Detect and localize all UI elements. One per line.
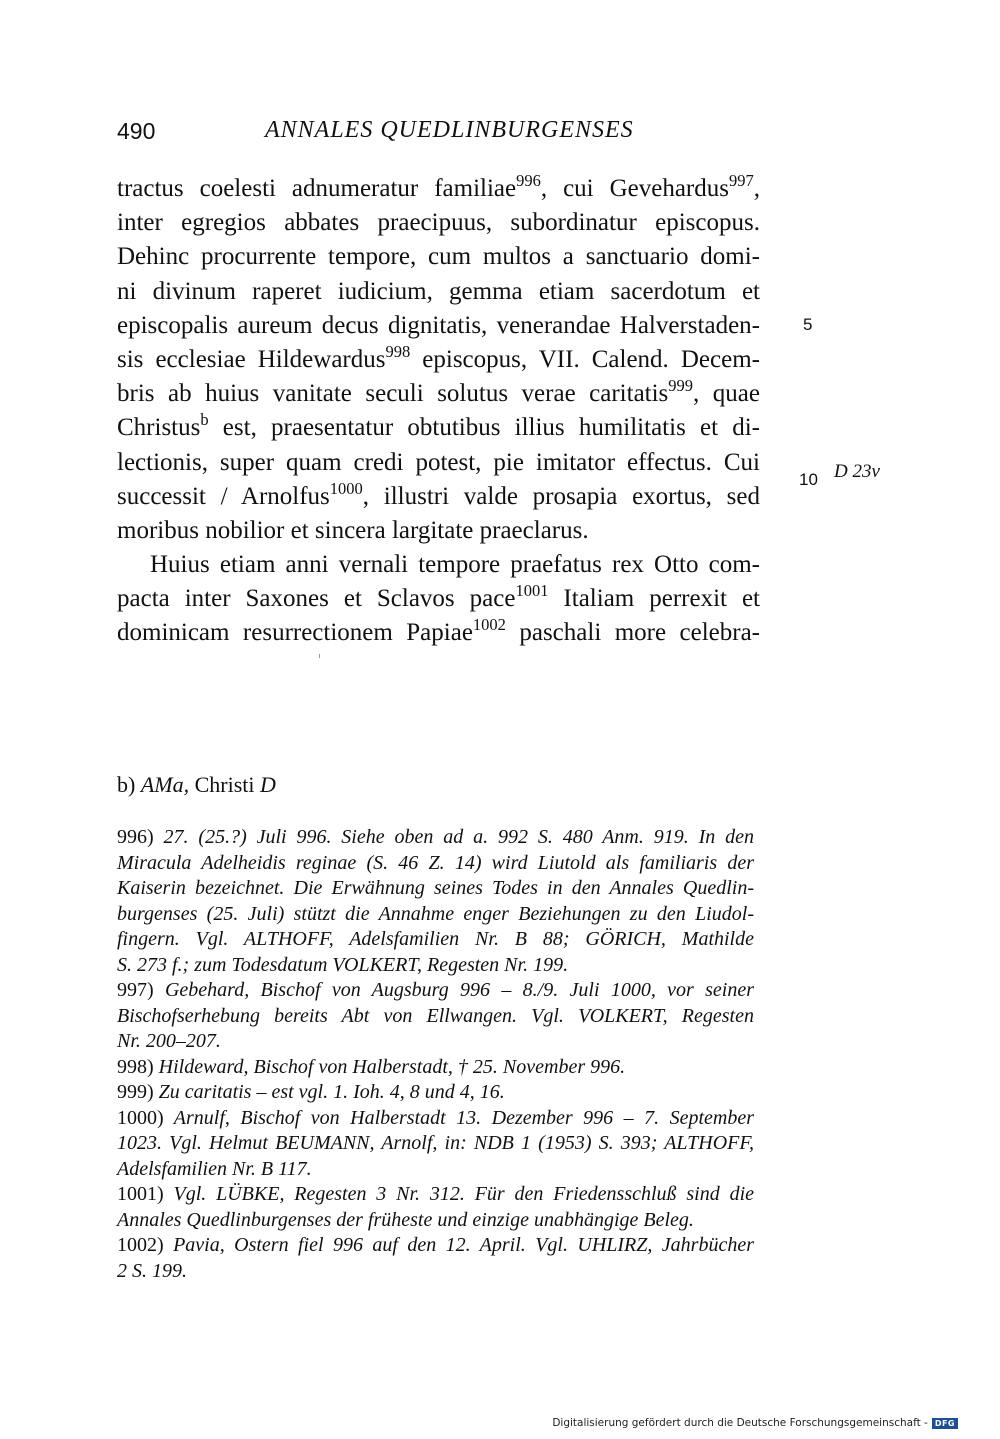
variant-reading: Christi	[194, 772, 255, 797]
footnote-number: 1002)	[117, 1234, 164, 1256]
footnote-line: Annales Quedlinburgenses der früheste und einzige unabhängige Beleg.	[117, 1208, 694, 1231]
footnote-line: 997) Gebehard, Bischof von Augsburg 996 – 8./9. Juli 1000, vor seiner	[117, 979, 754, 1001]
dfg-logo-icon: DFG	[932, 1418, 958, 1429]
footnote-number: 997)	[117, 979, 154, 1001]
main-text-block	[117, 172, 760, 651]
footnote-marker: 997	[728, 170, 754, 190]
text-line: bris ab huius vanitate seculi solutus verae caritatis$^{999}$, quae	[117, 375, 760, 408]
running-title: ANNALES QUEDLINBURGENSES	[265, 117, 634, 143]
digitization-credit	[552, 1417, 958, 1429]
footnote-line: burgenses (25. Juli) stützt die Annahme enger Beziehungen zu den Liudol-	[117, 902, 754, 925]
footnote-marker: 1001	[515, 581, 549, 601]
footnote-line: 996) 27. (25.?) Juli 996. Siehe oben ad a. 992 S. 480 Anm. 919. In den	[117, 826, 754, 848]
variant-witness: D	[260, 772, 276, 797]
variant-label: b)	[117, 772, 136, 797]
text-line: Christus$^b$ est, praesentatur obtutibus illius humilitatis et di-	[117, 410, 760, 442]
footnote-line: 999) Zu caritatis – est vgl. 1. Ioh. 4, 8 und 4, 16.	[117, 1081, 505, 1103]
text-line: ni divinum raperet iudicium, gemma etiam sacerdotum et	[117, 277, 760, 305]
footnote-line: 2 S. 199.	[117, 1259, 187, 1282]
credit-text: Digitalisierung gefördert durch die Deutsche Forschungsgemeinschaft -	[552, 1417, 928, 1429]
footnote-line: Kaiserin bezeichnet. Die Erwähnung seines Todes in den Annales Quedlin-	[117, 877, 754, 899]
footnote-line: 1000) Arnulf, Bischof von Halberstadt 13. Dezember 996 – 7. September	[117, 1106, 754, 1129]
footnote-marker: 996	[516, 170, 541, 190]
text-line: Huius etiam anni vernali tempore praefatus rex Otto com-	[150, 551, 760, 579]
text-line: successit / Arnolfus$^{1000}$, illustri valde prosapia exortus, sed	[117, 478, 760, 510]
footnotes-block	[117, 825, 754, 1284]
footnote-line: 1002) Pavia, Ostern fiel 996 auf den 12. April. Vgl. UHLIRZ, Jahrbücher	[117, 1234, 754, 1256]
text-line: tractus coelesti adnumeratur familiae$^{996}$, cui Gevehardus$^{997}$,	[117, 170, 760, 202]
footnote-marker: b	[200, 410, 209, 430]
text-line: pacta inter Saxones et Sclavos pace$^{1001}$ Italiam perrexit et	[117, 581, 760, 613]
page-number: 490	[117, 118, 156, 144]
footnote-number: 1001)	[117, 1183, 164, 1205]
footnote-line: Miracula Adelheidis reginae (S. 46 Z. 14) wird Liutold als familiaris der	[117, 851, 754, 874]
footnote-number: 1000)	[117, 1106, 164, 1129]
text-line: Dehinc procurrente tempore, cum multos a sanctuario domi-	[117, 243, 760, 271]
footnote-line: 998) Hildeward, Bischof von Halberstadt, † 25. November 996.	[117, 1055, 626, 1078]
footnote-line: S. 273 f.; zum Todesdatum VOLKERT, Regesten Nr. 199.	[117, 953, 569, 976]
footnote-line: Adelsfamilien Nr. B 117.	[117, 1157, 312, 1180]
footnote-marker: 998	[385, 341, 411, 361]
footnote-marker: 999	[668, 375, 694, 395]
text-line: dominicam resurrectionem Papiae$^{1002}$ paschali more celebra-	[117, 615, 760, 647]
footnote-line: fingern. Vgl. ALTHOFF, Adelsfamilien Nr. B 88; GÖRICH, Mathilde	[117, 928, 754, 950]
footnote-number: 999)	[117, 1081, 154, 1103]
footnote-number: 998)	[117, 1055, 154, 1078]
text-line: moribus nobilior et sincera largitate praeclarus.	[117, 516, 589, 544]
margin-folio-reference: D 23v	[834, 461, 880, 482]
text-line: episcopalis aureum decus dignitatis, venerandae Halverstaden-	[117, 311, 760, 339]
margin-line-number-10: 10	[799, 470, 818, 489]
stray-mark	[319, 654, 320, 658]
variant-note	[117, 772, 276, 798]
text-line: inter egregios abbates praecipuus, subordinatur episcopus.	[117, 209, 760, 237]
footnote-line: 1001) Vgl. LÜBKE, Regesten 3 Nr. 312. Für den Friedensschluß sind die	[117, 1183, 754, 1205]
footnote-number: 996)	[117, 826, 154, 848]
footnote-line: Nr. 200–207.	[117, 1030, 221, 1052]
text-line: lectionis, super quam credi potest, pie imitator effectus. Cui	[117, 448, 760, 476]
footnote-marker: 1000	[329, 478, 363, 498]
footnote-line: 1023. Vgl. Helmut BEUMANN, Arnolf, in: NDB 1 (1953) S. 393; ALTHOFF,	[117, 1132, 754, 1154]
variant-sigla: AMa,	[140, 772, 190, 797]
text-line: sis ecclesiae Hildewardus$^{998}$ episcopus, VII. Calend. Decem-	[117, 341, 760, 373]
footnote-marker: 1002	[472, 615, 506, 635]
footnote-line: Bischofserhebung bereits Abt von Ellwangen. Vgl. VOLKERT, Regesten	[117, 1004, 754, 1027]
margin-line-number-5: 5	[803, 315, 813, 334]
